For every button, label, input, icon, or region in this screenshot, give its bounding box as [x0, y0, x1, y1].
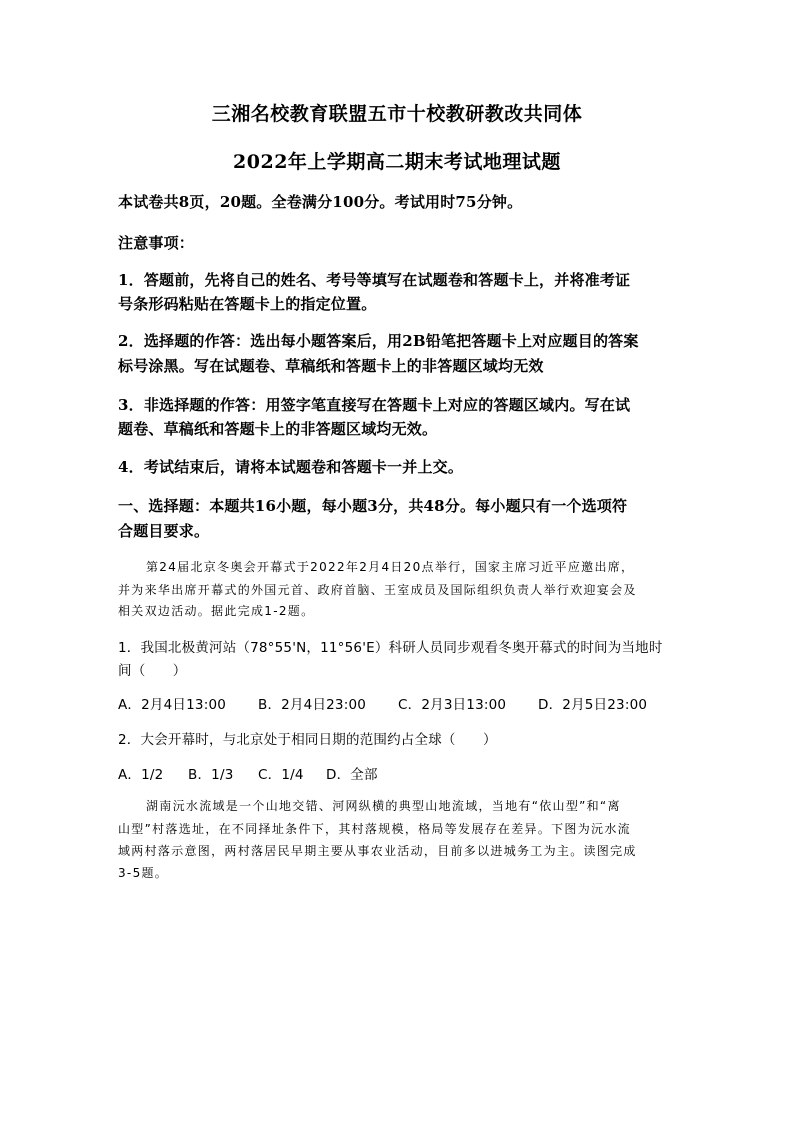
- passage-2-line1: 湖南沅水流域是一个山地交错、河网纵横的典型山地流域，当地有“依山型”和“离: [146, 799, 621, 813]
- question-1-stem-line1: 1．我国北极黄河站（78°55'N，11°56'E）科研人员同步观看冬奥开幕式的时间为当地时: [118, 640, 663, 656]
- question-1-stem-line2: 间（ ）: [118, 663, 187, 679]
- passage-2-line3: 域两村落示意图，两村落居民早期主要从事农业活动，目前多以进城务工为主。读图完成: [118, 844, 637, 858]
- question-2-option-d: D．全部: [326, 767, 378, 783]
- notes-heading: 注意事项：: [118, 234, 195, 252]
- exam-intro: 本试卷共8页，20题。全卷满分100分。考试用时75分钟。: [118, 193, 523, 211]
- question-2-option-b: B．1/3: [188, 767, 234, 783]
- note-item-2-line2: 标号涂黑。写在试题卷、草稿纸和答题卡上的非答题区域均无效: [118, 357, 544, 375]
- exam-title-line1: 三湘名校教育联盟五市十校教研教改共同体: [211, 103, 583, 125]
- note-item-1-line1: 1．答题前，先将自己的姓名、考号等填写在试题卷和答题卡上，并将准考证: [118, 271, 631, 289]
- question-1-option-a: A．2月4日13:00: [118, 697, 227, 713]
- note-item-4: 4．考试结束后，请将本试题卷和答题卡一并上交。: [118, 458, 464, 476]
- passage-1-line3: 相关双边活动。据此完成1-2题。: [118, 604, 315, 618]
- note-item-2-line1: 2．选择题的作答：选出每小题答案后，用2B铅笔把答题卡上对应题目的答案: [118, 332, 639, 350]
- exam-title-line2: 2022年上学期高二期末考试地理试题: [233, 151, 561, 173]
- passage-2-line4: 3-5题。: [118, 866, 169, 880]
- question-2-stem: 2．大会开幕时，与北京处于相同日期的范围约占全球（ ）: [118, 732, 497, 748]
- question-1-option-d: D．2月5日23:00: [538, 697, 648, 713]
- note-item-3-line1: 3．非选择题的作答：用签字笔直接写在答题卡上对应的答题区域内。写在试: [118, 396, 631, 414]
- question-1-option-c: C．2月3日13:00: [398, 697, 507, 713]
- section-1-heading-line2: 合题目要求。: [118, 522, 210, 540]
- question-2-option-a: A．1/2: [118, 767, 164, 783]
- passage-1-line2: 并为来华出席开幕式的外国元首、政府首脑、王室成员及国际组织负责人举行欢迎宴会及: [118, 583, 637, 597]
- question-2-options: [118, 763, 678, 783]
- note-item-3-line2: 题卷、草稿纸和答题卡上的非答题区域均无效。: [118, 420, 438, 438]
- passage-1-line1: 第24届北京冬奥会开幕式于2022年2月4日20点举行，国家主席习近平应邀出席，: [146, 560, 635, 574]
- question-1-options: [118, 693, 678, 713]
- passage-2-line2: 山型”村落选址，在不同择址条件下，其村落规模，格局等发展存在差异。下图为沅水流: [118, 822, 631, 836]
- question-1-option-b: B．2月4日23:00: [258, 697, 367, 713]
- section-1-heading-line1: 一、选择题：本题共16小题，每小题3分，共48分。每小题只有一个选项符: [118, 497, 628, 515]
- note-item-1-line2: 号条形码粘贴在答题卡上的指定位置。: [118, 295, 377, 313]
- question-2-option-c: C．1/4: [258, 767, 304, 783]
